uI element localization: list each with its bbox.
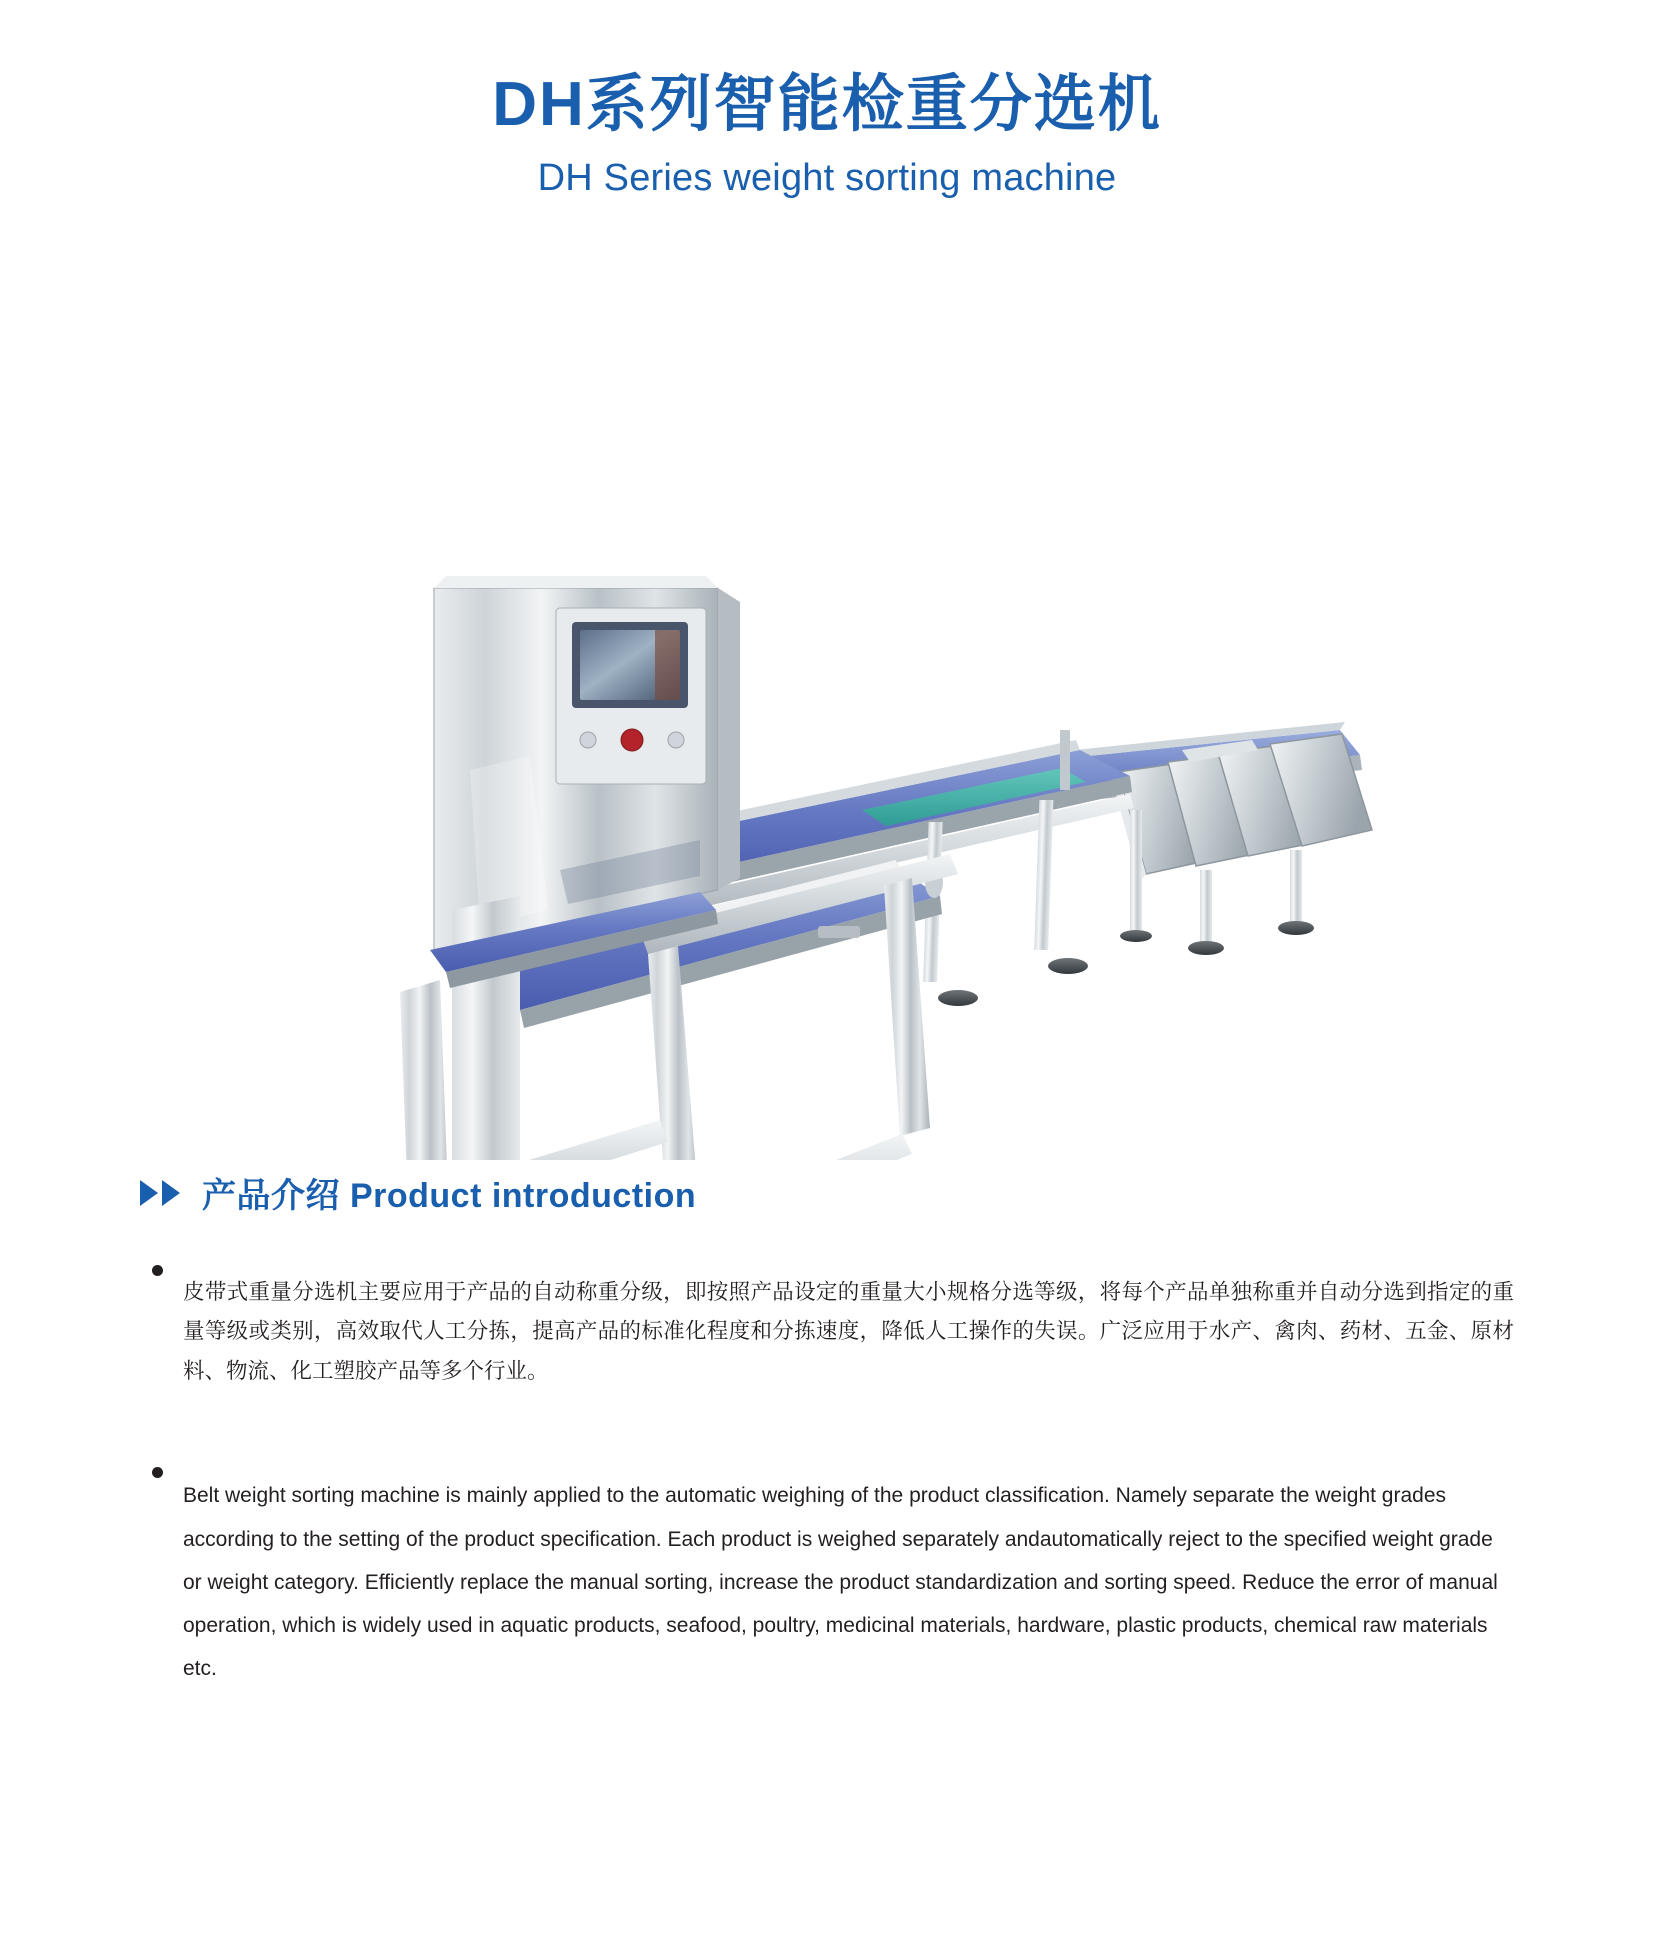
product-introduction-content [140,1251,1514,1711]
page-title-en: DH Series weight sorting machine [537,157,1117,200]
page-header [0,0,1654,200]
section-heading [140,1168,1654,1217]
paragraph-item-en [140,1453,1514,1710]
bullet-dot-icon [152,1265,163,1276]
paragraph-item-cn [140,1251,1514,1413]
weight-sorting-machine-illustration [0,210,1654,1160]
page-title-cn: DH系列智能检重分选机 [492,70,1162,139]
bullet-dot-icon [152,1467,163,1478]
product-image-area [0,210,1654,1160]
paragraph-text-cn: 皮带式重量分选机主要应用于产品的自动称重分级，即按照产品设定的重量大小规格分选等级，将每个产品单独称重并自动分选到指定的重量等级或类别，高效取代人工分拣，提高产品的标准化程度和分拣速度，降低人工操作的失误。广泛应用于水产、禽肉、药材、五金、原材料、物流、化工塑胶产品等多个行业。 [183,1279,1514,1384]
section-title-text: 产品介绍 Product introduction [202,1177,697,1216]
double-triangle-icon [140,1180,184,1206]
paragraph-text-en: Belt weight sorting machine is mainly applied to the automatic weighing of the product classification. Namely separate the weight grades according to the setting of the product specification. Each product is weighed separately andautomatically reject to the specified weight grade or weight category. Efficiently replace the manual sorting, increase the product standardization and sorting speed. Reduce the error of manual operation, which is widely used in aquatic products, seafood, poultry, medicinal materials, hardware, plastic products, chemical raw materials etc. [183,1484,1498,1680]
